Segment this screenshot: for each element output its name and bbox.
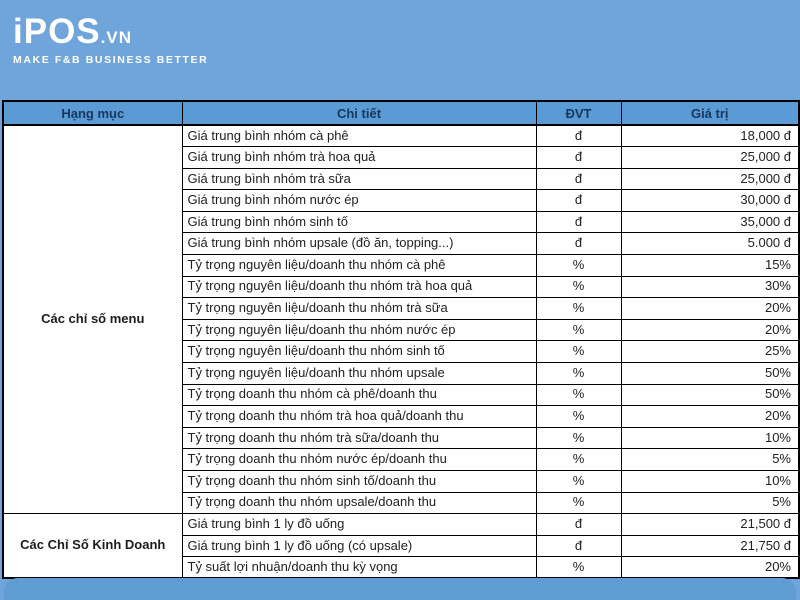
detail-cell: Tỷ trọng doanh thu nhóm sinh tố/doanh thu [182, 471, 536, 493]
unit-cell: % [536, 319, 621, 341]
unit-cell: đ [536, 190, 621, 212]
detail-cell: Giá trung bình nhóm nước ép [182, 190, 536, 212]
value-cell: 21,750 đ [621, 535, 799, 557]
detail-cell: Tỷ trọng doanh thu nhóm trà hoa quả/doanh thu [182, 406, 536, 428]
value-cell: 50% [621, 363, 799, 385]
unit-cell: đ [536, 233, 621, 255]
value-cell: 5% [621, 492, 799, 514]
logo-suffix-text: .VN [100, 28, 132, 47]
bottom-bar [4, 578, 796, 600]
unit-cell: đ [536, 125, 621, 147]
detail-cell: Tỷ trọng doanh thu nhóm cà phê/doanh thu [182, 384, 536, 406]
table-header-row [3, 101, 799, 125]
value-cell: 5% [621, 449, 799, 471]
unit-cell: đ [536, 211, 621, 233]
value-cell: 20% [621, 557, 799, 579]
value-cell: 21,500 đ [621, 514, 799, 536]
detail-cell: Giá trung bình nhóm trà sữa [182, 168, 536, 190]
brand-banner [13, 14, 208, 66]
detail-cell: Tỷ trọng doanh thu nhóm trà sữa/doanh thu [182, 427, 536, 449]
detail-cell: Tỷ suất lợi nhuận/doanh thu kỳ vọng [182, 557, 536, 579]
value-cell: 20% [621, 406, 799, 428]
unit-cell: % [536, 384, 621, 406]
unit-cell: % [536, 255, 621, 277]
detail-cell: Tỷ trọng nguyên liệu/doanh thu nhóm upsale [182, 363, 536, 385]
unit-cell: % [536, 406, 621, 428]
value-cell: 5.000 đ [621, 233, 799, 255]
ipos-logo [13, 14, 208, 49]
unit-cell: đ [536, 535, 621, 557]
brand-tagline: MAKE F&B BUSINESS BETTER [13, 54, 209, 66]
detail-cell: Giá trung bình 1 ly đồ uống [182, 514, 536, 536]
detail-cell: Tỷ trọng nguyên liệu/doanh thu nhóm trà sữa [182, 298, 536, 320]
metrics-table [2, 100, 800, 579]
value-cell: 15% [621, 255, 799, 277]
col-header-dvt: ĐVT [536, 101, 621, 125]
unit-cell: % [536, 557, 621, 579]
table-body [3, 125, 799, 578]
detail-cell: Tỷ trọng nguyên liệu/doanh thu nhóm sinh tố [182, 341, 536, 363]
detail-cell: Tỷ trọng doanh thu nhóm upsale/doanh thu [182, 492, 536, 514]
unit-cell: % [536, 449, 621, 471]
unit-cell: % [536, 341, 621, 363]
value-cell: 20% [621, 298, 799, 320]
unit-cell: % [536, 492, 621, 514]
value-cell: 20% [621, 319, 799, 341]
unit-cell: % [536, 298, 621, 320]
detail-cell: Giá trung bình nhóm upsale (đồ ăn, topping...) [182, 233, 536, 255]
value-cell: 30,000 đ [621, 190, 799, 212]
value-cell: 35,000 đ [621, 211, 799, 233]
value-cell: 18,000 đ [621, 125, 799, 147]
col-header-chi-tiet: Chi tiết [182, 101, 536, 125]
category-cell: Các chỉ số menu [3, 125, 182, 514]
col-header-hang-muc: Hạng mục [3, 101, 182, 125]
unit-cell: % [536, 276, 621, 298]
unit-cell: đ [536, 147, 621, 169]
detail-cell: Giá trung bình nhóm sinh tố [182, 211, 536, 233]
detail-cell: Giá trung bình nhóm cà phê [182, 125, 536, 147]
value-cell: 10% [621, 427, 799, 449]
value-cell: 30% [621, 276, 799, 298]
value-cell: 50% [621, 384, 799, 406]
col-header-gia-tri: Giá trị [621, 101, 799, 125]
detail-cell: Tỷ trọng nguyên liệu/doanh thu nhóm nước ép [182, 319, 536, 341]
value-cell: 25% [621, 341, 799, 363]
category-cell: Các Chỉ Số Kinh Doanh [3, 514, 182, 579]
detail-cell: Giá trung bình 1 ly đồ uống (có upsale) [182, 535, 536, 557]
logo-main-text: iPOS [13, 12, 101, 51]
value-cell: 10% [621, 471, 799, 493]
unit-cell: đ [536, 514, 621, 536]
unit-cell: % [536, 363, 621, 385]
unit-cell: % [536, 427, 621, 449]
table-row [3, 125, 799, 147]
detail-cell: Giá trung bình nhóm trà hoa quả [182, 147, 536, 169]
detail-cell: Tỷ trọng nguyên liệu/doanh thu nhóm trà hoa quả [182, 276, 536, 298]
table-row [3, 514, 799, 536]
unit-cell: % [536, 471, 621, 493]
detail-cell: Tỷ trọng nguyên liệu/doanh thu nhóm cà phê [182, 255, 536, 277]
detail-cell: Tỷ trọng doanh thu nhóm nước ép/doanh thu [182, 449, 536, 471]
unit-cell: đ [536, 168, 621, 190]
value-cell: 25,000 đ [621, 168, 799, 190]
value-cell: 25,000 đ [621, 147, 799, 169]
